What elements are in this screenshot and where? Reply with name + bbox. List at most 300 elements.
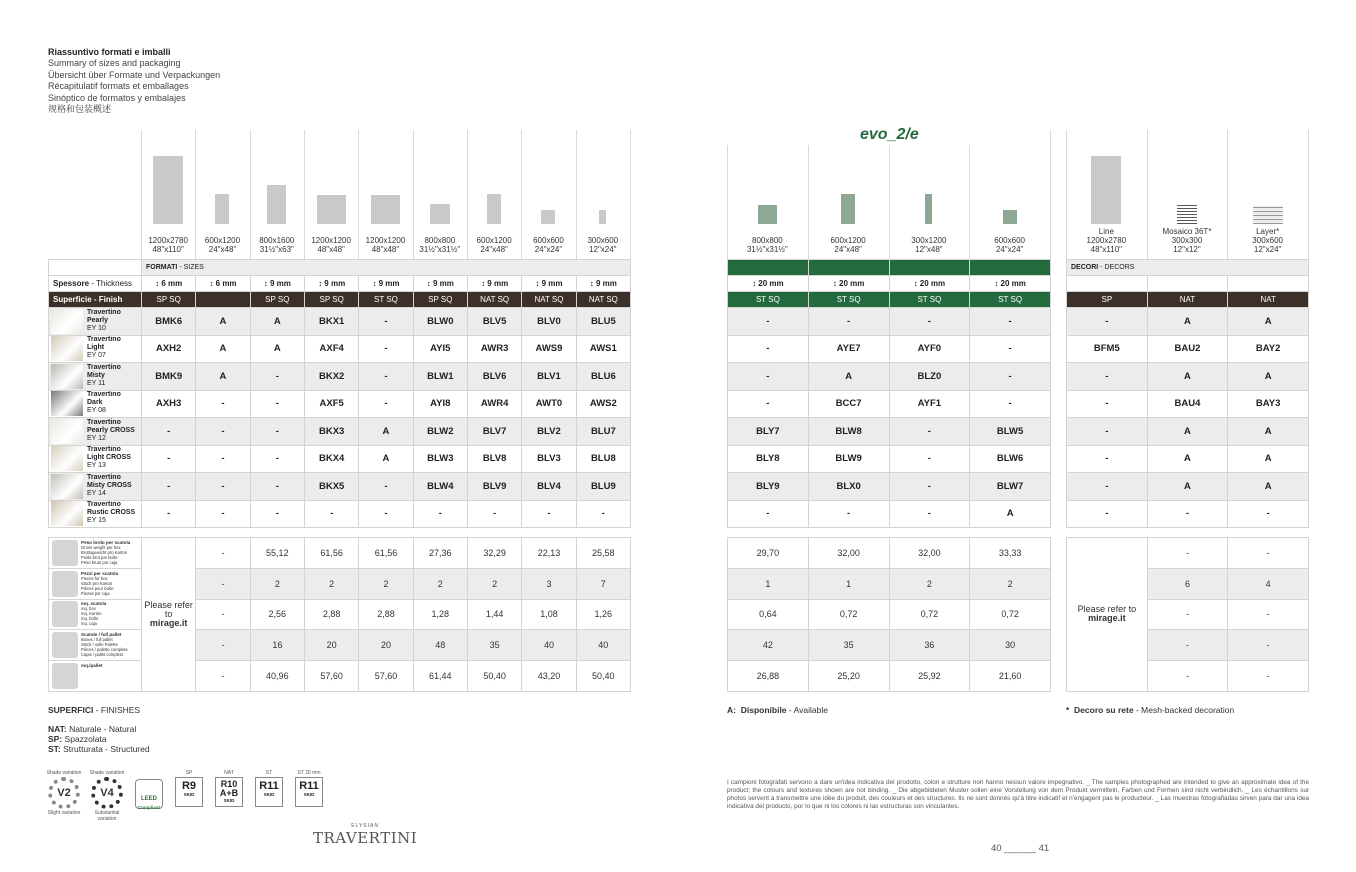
b3-skid: SKID — [263, 792, 275, 797]
table-row — [728, 390, 1051, 418]
main-size-in-5: 31½"x31½" — [419, 245, 461, 254]
avail-key: A: — [727, 705, 736, 715]
product-code-cell: - — [142, 500, 196, 528]
dec-col-divider-end — [1308, 130, 1309, 259]
decor-label: DECORI - DECORS — [1067, 260, 1309, 276]
leed-badge — [133, 778, 165, 809]
decor-title: DECORI — [1071, 264, 1099, 271]
finishes-legend: SUPERFICI - FINISHES NAT: Naturale - Natural SP: Spazzolata ST: Strutturata - Structured — [48, 705, 150, 754]
decor-code-cell: - — [1067, 418, 1148, 446]
evo-size-in-2: 12"x48" — [915, 245, 943, 254]
finish-cell: SP SQ — [142, 292, 196, 308]
packaging-value-cell: 1,26 — [576, 599, 630, 630]
packaging-value-cell: 48 — [413, 630, 467, 661]
decor-packaging-cell: - — [1228, 538, 1309, 569]
st-english: Structured — [110, 744, 150, 754]
main-size-mm-7: 600x600 — [533, 236, 564, 245]
decor-code-cell: - — [1067, 473, 1148, 501]
packaging-translation: Boxes / full pallet — [81, 637, 113, 643]
evo-code-cell: BLY7 — [728, 418, 809, 446]
evo-size-mm-0: 800x800 — [752, 236, 783, 245]
evo-packaging-cell: 42 — [728, 630, 809, 661]
material-name-cell — [49, 363, 142, 391]
packaging-row — [49, 599, 631, 630]
b2-top: NAT — [224, 770, 234, 776]
box-icon — [52, 601, 78, 627]
decor-finish-cell: NAT — [1147, 292, 1228, 308]
evo-packaging-cell: 32,00 — [889, 538, 970, 569]
evo-packaging-cell: 21,60 — [970, 661, 1051, 692]
table-row — [1067, 500, 1309, 528]
main-size-label-3 — [304, 236, 358, 254]
evo-code-cell: - — [808, 308, 889, 336]
evo-formati-cell — [970, 260, 1051, 276]
decor-code-cell: A — [1147, 363, 1228, 391]
main-size-mm-2: 800x1600 — [259, 236, 295, 245]
packaging-value-cell: 2 — [467, 568, 521, 599]
product-code-cell: A — [196, 308, 250, 336]
evo-code-cell: AYE7 — [808, 335, 889, 363]
main-col-divider-2 — [250, 130, 251, 259]
packaging-value-cell: 61,56 — [304, 538, 358, 569]
b3-value: R11 — [259, 780, 279, 792]
evo-code-cell: - — [970, 308, 1051, 336]
evo-code-cell: BLY8 — [728, 445, 809, 473]
packaging-value-cell: 20 — [304, 630, 358, 661]
shade1-top: Shade variation — [46, 770, 82, 776]
main-col-divider-0 — [141, 130, 142, 259]
decor-key: * — [1066, 705, 1070, 715]
decor-code-cell: A — [1147, 445, 1228, 473]
packaging-value-cell: 40 — [576, 630, 630, 661]
product-code-cell: - — [196, 418, 250, 446]
packaging-translation: Pièces / palette complete — [81, 647, 128, 653]
product-code-cell: - — [196, 500, 250, 528]
table-row — [728, 473, 1051, 501]
material-swatch — [51, 419, 83, 444]
evo-code-cell: BLY9 — [728, 473, 809, 501]
decor-code-cell: - — [1067, 363, 1148, 391]
title-es: Sinóptico de formatos y embalajes — [48, 92, 186, 103]
nat-key: NAT: — [48, 724, 67, 734]
material-code: EY 12 — [87, 434, 106, 442]
thickness-title: Spessore — [53, 279, 90, 288]
packaging-value-cell: 40 — [522, 630, 576, 661]
product-code-cell: BMK6 — [142, 308, 196, 336]
skid-r10-badge — [213, 770, 245, 807]
page-left: 40 — [991, 843, 1002, 854]
evo-code-cell: BLX0 — [808, 473, 889, 501]
box-icon — [52, 632, 78, 658]
dec-size-preview-1 — [1177, 204, 1197, 224]
main-size-preview-3 — [317, 195, 346, 224]
decor-refer-line2: mirage.it — [1088, 613, 1126, 624]
page-right: 41 — [1038, 843, 1050, 854]
table-row — [49, 390, 631, 418]
evo-size-preview-3 — [1003, 210, 1017, 224]
thickness-cell: ↕ 9 mm — [304, 276, 358, 292]
packaging-value-cell: 43,20 — [522, 661, 576, 692]
table-row — [49, 308, 631, 336]
decor-refer-line1: Please refer to — [1077, 604, 1137, 615]
evo-size-label-2 — [889, 236, 970, 254]
packaging-value-cell: 1,44 — [467, 599, 521, 630]
evo-col-divider-3 — [969, 145, 970, 259]
title-it: Riassuntivo formati e imballi — [48, 47, 171, 57]
packaging-value-cell: 32,29 — [467, 538, 521, 569]
packaging-value-cell: 3 — [522, 568, 576, 599]
table-row — [1067, 418, 1309, 446]
evo-packaging-cell: 0,72 — [889, 599, 970, 630]
main-size-mm-0: 1200x2780 — [148, 236, 188, 245]
thickness-label: Spessore - Thickness — [49, 276, 142, 292]
decor-code-cell: BAY3 — [1228, 390, 1309, 418]
packaging-title: mq./pallet — [81, 663, 103, 669]
packaging-translation: mq. Karton — [81, 611, 102, 617]
table-row — [728, 335, 1051, 363]
packaging-value-cell: - — [196, 599, 250, 630]
main-size-preview-7 — [541, 210, 555, 224]
main-size-preview-5 — [430, 204, 450, 224]
product-code-cell: A — [196, 335, 250, 363]
decor-code-cell: A — [1147, 308, 1228, 336]
product-code-cell: AXF5 — [304, 390, 358, 418]
main-size-in-2: 31½"x63" — [259, 245, 294, 254]
material-name-2: Misty CROSS — [87, 481, 132, 489]
title-zh: 规格和包装概述 — [48, 104, 112, 115]
shade-v4-badge — [86, 770, 128, 822]
decor-thickness-cell — [1147, 276, 1228, 292]
product-code-cell: - — [142, 445, 196, 473]
decor-code-cell: - — [1067, 445, 1148, 473]
decor-packaging-cell: - — [1147, 599, 1228, 630]
packaging-label-cell — [49, 568, 142, 599]
material-name-1: Travertino — [87, 391, 121, 399]
product-code-cell: BLV3 — [522, 445, 576, 473]
product-code-cell: - — [522, 500, 576, 528]
formati-label: FORMATI - SIZES — [142, 260, 631, 276]
main-thickness-row — [49, 276, 631, 292]
evo-size-preview-2 — [925, 194, 932, 224]
packaging-title: Pezzi per scatola — [81, 570, 119, 576]
main-size-in-6: 24"x48" — [480, 245, 508, 254]
packaging-row — [49, 568, 631, 599]
packaging-row — [49, 538, 631, 569]
evo-code-cell: - — [728, 390, 809, 418]
finish-cell — [196, 292, 250, 308]
decor-code-cell: BAY2 — [1228, 335, 1309, 363]
evo-code-cell: - — [728, 308, 809, 336]
product-code-cell: AWR3 — [467, 335, 521, 363]
packaging-translation: mq. box — [81, 606, 96, 612]
main-size-in-4: 48"x48" — [371, 245, 400, 254]
product-code-cell: A — [359, 445, 413, 473]
evo-code-cell: AYF0 — [889, 335, 970, 363]
decor-finish-row — [1067, 292, 1309, 308]
evo-code-cell: BLW6 — [970, 445, 1051, 473]
st-value: Strutturata — [63, 744, 103, 754]
product-code-cell: - — [196, 390, 250, 418]
material-code: EY 07 — [87, 352, 106, 360]
table-row — [1067, 335, 1309, 363]
thickness-cell: ↕ 6 mm — [142, 276, 196, 292]
decor-packaging-cell: 4 — [1228, 568, 1309, 599]
decor-code-cell: A — [1147, 418, 1228, 446]
shade1-bottom: Slight variation — [47, 810, 81, 816]
dec-size-label-0 — [1066, 227, 1147, 254]
shade2-top: Shade variation — [89, 770, 125, 776]
evo-code-cell: BLW9 — [808, 445, 889, 473]
material-swatch — [51, 446, 83, 471]
decor-code-cell: A — [1228, 363, 1309, 391]
dec-size-in-2: 12"x24" — [1253, 245, 1282, 254]
evo-formati-cell — [889, 260, 970, 276]
packaging-value-cell: 61,44 — [413, 661, 467, 692]
packaging-row — [1067, 538, 1309, 569]
packaging-row — [728, 599, 1051, 630]
product-code-cell: AWR4 — [467, 390, 521, 418]
main-size-preview-2 — [267, 185, 286, 224]
skid-r11-20mm-badge — [293, 770, 325, 807]
material-name-2: Light — [87, 344, 105, 352]
product-code-cell: BKX5 — [304, 473, 358, 501]
decor-code-cell: - — [1067, 390, 1148, 418]
product-code-cell: A — [250, 308, 304, 336]
dec-size-preview-0 — [1091, 156, 1121, 224]
main-size-label-1 — [195, 236, 249, 254]
evo-packaging-cell: 2 — [970, 568, 1051, 599]
packaging-value-cell: 7 — [576, 568, 630, 599]
evo-code-cell: - — [889, 418, 970, 446]
main-size-preview-6 — [487, 194, 501, 224]
packaging-value-cell: 2,56 — [250, 599, 304, 630]
product-code-cell: AXH3 — [142, 390, 196, 418]
table-row — [728, 418, 1051, 446]
product-code-cell: BKX2 — [304, 363, 358, 391]
dec-size-mm-2: 300x600 — [1252, 236, 1283, 245]
evo-code-cell: - — [889, 473, 970, 501]
packaging-title: Peso lordo per scatola — [81, 539, 131, 545]
product-code-cell: BLU7 — [576, 418, 630, 446]
dec-size-name-2: Layer* — [1256, 227, 1280, 236]
main-col-divider-7 — [521, 130, 522, 259]
product-code-cell: BLW0 — [413, 308, 467, 336]
packaging-row — [728, 630, 1051, 661]
evo-code-cell: BLW5 — [970, 418, 1051, 446]
table-row — [728, 500, 1051, 528]
table-row — [49, 500, 631, 528]
main-size-in-8: 12"x24" — [589, 245, 617, 254]
thickness-cell: ↕ 9 mm — [522, 276, 576, 292]
material-name-1: Travertino — [87, 446, 121, 454]
product-code-cell: - — [359, 363, 413, 391]
evo-size-label-1 — [808, 236, 889, 254]
sp-key: SP: — [48, 734, 63, 744]
product-code-cell: - — [196, 473, 250, 501]
packaging-value-cell: 2 — [250, 568, 304, 599]
product-code-cell: - — [467, 500, 521, 528]
decor-code-cell: - — [1067, 500, 1148, 528]
availability-legend: A: Disponibile - Available — [727, 705, 828, 715]
product-code-cell: BLV1 — [522, 363, 576, 391]
packaging-value-cell: 27,36 — [413, 538, 467, 569]
material-name-cell — [49, 500, 142, 528]
packaging-translation: mq. caja — [81, 621, 97, 627]
table-row — [1067, 445, 1309, 473]
packaging-value-cell: 2,88 — [359, 599, 413, 630]
product-code-cell: - — [359, 335, 413, 363]
product-code-cell: - — [196, 445, 250, 473]
evo-logo: evo_2/e — [860, 126, 919, 143]
evo-packaging-cell: 26,88 — [728, 661, 809, 692]
b1-value: R9 — [181, 780, 197, 792]
main-size-in-0: 48"x110" — [152, 245, 184, 254]
evo-size-label-0 — [727, 236, 808, 254]
product-code-cell: - — [576, 500, 630, 528]
product-code-cell: - — [250, 363, 304, 391]
shade2-bottom: Substantial variation — [94, 810, 120, 822]
main-formati-row — [49, 260, 631, 276]
product-code-cell: - — [359, 473, 413, 501]
evo-packaging-cell: 32,00 — [808, 538, 889, 569]
evo-col-divider-0 — [727, 145, 728, 259]
decor-packaging-cell: - — [1228, 599, 1309, 630]
decor-code-cell: BFM5 — [1067, 335, 1148, 363]
packaging-value-cell: 57,60 — [359, 661, 413, 692]
b3-top: ST — [265, 770, 273, 776]
dec-size-mm-0: 1200x2780 — [1086, 236, 1127, 245]
product-code-cell: BLU8 — [576, 445, 630, 473]
product-code-cell: AXF4 — [304, 335, 358, 363]
evo-code-cell: A — [970, 500, 1051, 528]
main-size-mm-5: 800x800 — [424, 236, 456, 245]
evo-size-mm-1: 600x1200 — [830, 236, 866, 245]
packaging-value-cell: 40,96 — [250, 661, 304, 692]
evo-formati-cell — [808, 260, 889, 276]
decor-english: Mesh-backed decoration — [1141, 705, 1235, 715]
main-size-preview-0 — [153, 156, 183, 224]
main-size-in-1: 24"x48" — [208, 245, 237, 254]
packaging-value-cell: 16 — [250, 630, 304, 661]
finishes-subtitle: FINISHES — [100, 705, 141, 715]
packaging-value-cell: - — [196, 630, 250, 661]
material-name-cell — [49, 445, 142, 473]
product-code-cell: AWS9 — [522, 335, 576, 363]
product-code-cell: BLW1 — [413, 363, 467, 391]
material-name-cell — [49, 473, 142, 501]
refer-line2: mirage.it — [149, 617, 188, 628]
evo-code-cell: BLW7 — [970, 473, 1051, 501]
evo-code-cell: - — [728, 335, 809, 363]
packaging-translation: Poids brut par boîte — [81, 554, 118, 560]
evo-size-preview-0 — [758, 205, 777, 224]
main-col-divider-6 — [467, 130, 468, 259]
packaging-row — [49, 661, 631, 692]
evo-code-cell: - — [970, 363, 1051, 391]
decor-code-cell: A — [1147, 473, 1228, 501]
evo-finish-row — [728, 292, 1051, 308]
dec-size-label-1 — [1147, 227, 1228, 254]
avail-english: Available — [793, 705, 828, 715]
evo-finish-cell: ST SQ — [889, 292, 970, 308]
evo-code-cell: - — [970, 390, 1051, 418]
packaging-value-cell: 2,88 — [304, 599, 358, 630]
packaging-title: mq. scatola — [81, 601, 107, 607]
disclaimer-text: I campioni fotografati servono a dare un'idea indicativa del prodotto, colori e strutture non hanno nessun valore impegnativo. _ The samples photographed are intended to give an approximate idea of the product; the colours and textures shown are not binding. _ Die abgebildeten Muster sollen eine Vorstellung von dem Produkt vermitteln, Farben und Formen sind nicht verbindlich. _ Les échantillons sur photos servent à transmettre une idée du produit, des couleurs et des structures. Ils ne sont donnés qu'à titre indicatif et n'engagent pas le producteur. _ Las muestras fotografiadas sirven para dar una idea indicativa del producto, por lo que ni los colores ni las estructuras son vinculantes. — [727, 779, 1309, 810]
b2-skid: SKID — [223, 798, 235, 803]
decor-thickness-cell — [1067, 276, 1148, 292]
product-code-cell: BLW4 — [413, 473, 467, 501]
product-code-cell: BLU5 — [576, 308, 630, 336]
main-finish-row — [49, 292, 631, 308]
product-code-cell: AYI8 — [413, 390, 467, 418]
title-fr: Récapitulatif formats et emballages — [48, 81, 189, 92]
packaging-value-cell: 61,56 — [359, 538, 413, 569]
finish-cell: SP SQ — [250, 292, 304, 308]
evo-finish-cell: ST SQ — [970, 292, 1051, 308]
thickness-cell: ↕ 9 mm — [467, 276, 521, 292]
finish-cell: SP SQ — [413, 292, 467, 308]
evo-packaging-cell: 25,92 — [889, 661, 970, 692]
main-size-in-7: 24"x24" — [534, 245, 563, 254]
evo-size-label-3 — [969, 236, 1050, 254]
material-swatch — [51, 391, 83, 416]
formati-empty — [49, 260, 142, 276]
decor-finish-cell: SP — [1067, 292, 1148, 308]
product-code-cell: - — [250, 500, 304, 528]
material-name-1: Travertino — [87, 473, 121, 481]
product-code-cell: AWS2 — [576, 390, 630, 418]
packaging-label-cell — [49, 538, 142, 569]
evo-packaging-cell: 2 — [889, 568, 970, 599]
thickness-cell: ↕ 9 mm — [250, 276, 304, 292]
packaging-translation: mq. boîte — [81, 616, 99, 622]
product-code-cell: BLU9 — [576, 473, 630, 501]
main-size-in-3: 48"x48" — [317, 245, 345, 254]
material-name-2: Dark — [87, 399, 103, 407]
table-row — [49, 363, 631, 391]
shade-v2-badge — [46, 770, 82, 816]
decor-thickness-cell — [1228, 276, 1309, 292]
material-name-1: Travertino — [87, 308, 121, 316]
product-code-cell: BKX1 — [304, 308, 358, 336]
product-code-cell: - — [250, 418, 304, 446]
formati-title: FORMATI — [146, 264, 178, 271]
brand-logo — [313, 823, 417, 847]
decor-packaging-cell: - — [1228, 661, 1309, 692]
nat-english: Natural — [108, 724, 137, 734]
decor-packaging-cell: - — [1147, 630, 1228, 661]
material-name-2: Rustic CROSS — [87, 509, 136, 517]
product-code-cell: - — [142, 473, 196, 501]
table-row — [49, 445, 631, 473]
main-size-preview-1 — [215, 194, 229, 224]
material-code: EY 11 — [87, 379, 106, 387]
dec-size-in-0: 48"x110" — [1090, 245, 1122, 254]
evo-packaging-cell: 0,72 — [970, 599, 1051, 630]
evo-packaging-cell: 30 — [970, 630, 1051, 661]
product-code-cell: BMK9 — [142, 363, 196, 391]
main-size-label-6 — [467, 236, 521, 254]
evo-size-in-1: 24"x48" — [834, 245, 862, 254]
refer-mirage-cell — [142, 538, 196, 692]
dec-size-label-2 — [1227, 227, 1308, 254]
product-code-cell: - — [359, 308, 413, 336]
product-code-cell: BLV4 — [522, 473, 576, 501]
product-code-cell: AYI5 — [413, 335, 467, 363]
main-size-mm-3: 1200x1200 — [311, 236, 351, 245]
evo-finish-cell: ST SQ — [808, 292, 889, 308]
